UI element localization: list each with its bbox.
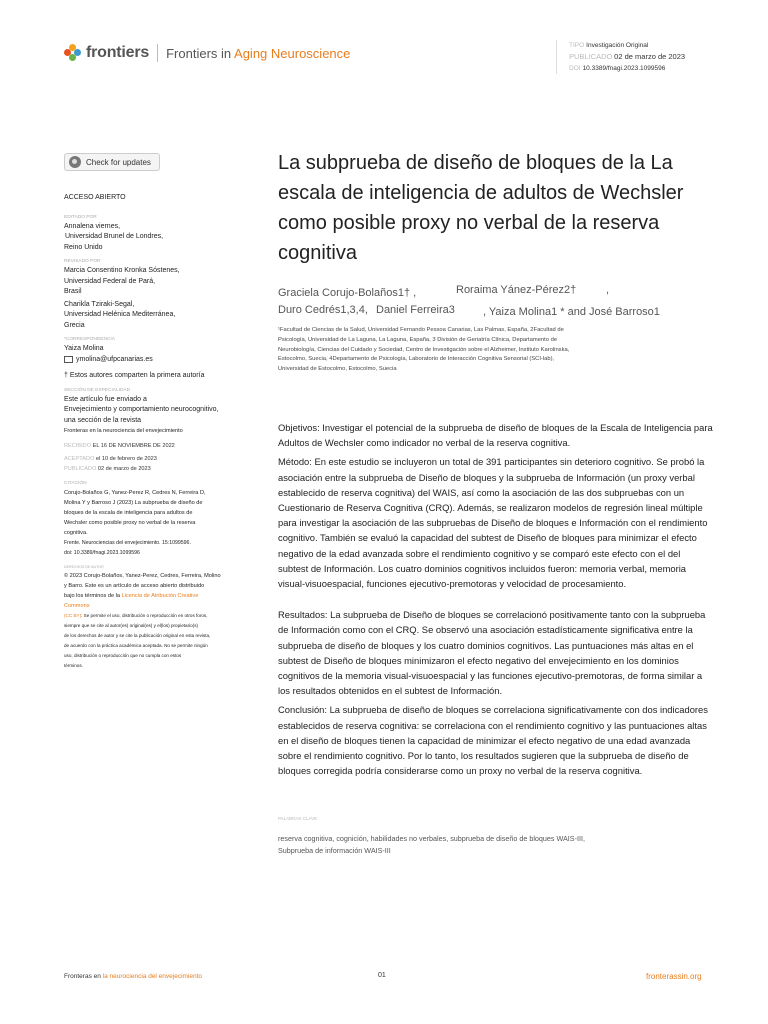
author-4[interactable]: Daniel Ferreira3 [376, 304, 455, 316]
correspondence-email[interactable]: ymolina@ufpcanarias.es [76, 355, 153, 363]
footer-journal: Fronteras en la neurociencia del envejecimiento [64, 973, 203, 980]
journal-logo[interactable] [64, 42, 350, 64]
author-1[interactable]: Graciela Corujo-Bolaños1† , [278, 287, 417, 299]
check-updates-icon [69, 156, 81, 168]
keywords-label: PALABRAS CLAVE [278, 816, 318, 821]
abstract-method: Método: En este estudio se incluyeron un total de 391 participantes sin deterioro cognitivo. Se probó la asociación entre la subprueba de Diseño de bloques y la subprueba de Información (un proxy verbal establecido de reserva cognitiva) del WAIS, así como la asociación de las dos subpruebas con un Cuestionario de Reserva Cognitiva (CRQ). Además, se realizaron modelos de regresión lineal múltiple para investigar la asociación de las subpruebas de Diseño de bloques e Información con el rendimiento cognitivo. También se evaluó la capacidad del subtest de Diseño de bloques para minimizar el efecto negativo de la edad avanzada sobre el rendimiento cognitivo y se comparó este efecto con el del subtest de Información. Los cuatro dominios cognitivos incluidos fueron: memoria verbal, memoria visual-visuoespacial, funciones ejecutivo-premotoras y velocidad de procesamiento. [278, 456, 708, 590]
affiliations: ¹Facultad de Ciencias de la Salud, Universidad Fernando Pessoa Canarias, Las Palmas, España, 2Facultad de Psicología, Universidad de La Laguna, La Laguna, España, 3 División de Geriatría Clínica, Departamento de Neurobiología, Ciencias del Cuidado y Sociedad, Centro de Investigación sobre el Alzheimer, Instituto Karolinska, Estocolmo, Suecia, 4Departamento de Psicología, Laboratorio de Interacción Cognitiva Sensorial (SCI-lab), Universidad de Estocolmo, Estocolmo, Suecia [278, 327, 570, 373]
open-access-label: ACCESO ABIERTO [64, 194, 126, 201]
copyright: DERECHOS DE AUTOR © 2023 Corujo-Bolaños, Yanez-Perez, Cedres, Ferreira, Molino y Barro. Este es un artículo de acceso abierto distribuido bajo los términos de la Licencia de Atribución Creative Commons (CC BY): Se permite el uso, distribución o reproducción en otros foros, siempre que se cite al autor(es) original(es) y el(los) propietario(s) de los derechos de autor y se cite la publicación original en esta revista, de acuerdo con la práctica académica aceptada. No se permite ningún uso, distribución o reproducción que no cumpla con estos términos. [64, 563, 264, 671]
keywords: reserva cognitiva, cognición, habilidades no verbales, subprueba de diseño de bloques WAIS-III, Subprueba de información WAIS-III [278, 834, 585, 855]
check-updates-label: Check for updates [86, 157, 151, 167]
edited-by: EDITADO POR Annalena viernes, Universidad Brunel de Londres, Reino Unido [64, 214, 164, 251]
logo-divider [157, 44, 158, 62]
journal-name: Frontiers in Aging Neuroscience [166, 45, 351, 61]
check-updates-button[interactable] [64, 153, 160, 171]
citation: CITACIÓN Corujo-Bolaños G, Yanez-Perez R, Cedres N, Ferreira D, Molina Y y Barroso J (2023) La subprueba de diseño de bloques de la escala de inteligencia para adultos de Wechsler como posible proxy no verbal de la reserva cognitiva. Frente. Neurociencias del envejecimiento. 15:1099596. doi: 10.3389/fnagi.2023.1099596 [64, 481, 206, 556]
license-link[interactable]: Licencia de Atribución Creative [121, 593, 199, 599]
shared-authorship-note: † Estos autores comparten la primera autoría [64, 372, 205, 379]
frontiers-logo-icon [64, 44, 82, 62]
author-5-6[interactable]: , Yaiza Molina1 * and José Barroso1 [483, 306, 660, 318]
reviewed-by: REVISADO POR Marcia Consentino Kronka Sóstenes, Universidad Federal de Pará, Brasil Charikla Tziraki-Segal, Universidad Helénica Mediterránea, Grecia [64, 259, 180, 329]
specialty-section: SECCIÓN DE ESPECIALIDAD Este artículo fue enviado a Envejecimiento y comportamiento neurocognitivo, una sección de la revista Fronteras en la neurociencia del envejecimiento [64, 387, 219, 434]
author-3[interactable]: Duro Cedrés1,3,4, [278, 304, 368, 316]
abstract-objectives: Objetivos: Investigar el potencial de la subprueba de diseño de bloques de la Escala de Inteligencia para Adultos de Wechsler como indicador no verbal de la reserva cognitiva. [278, 422, 713, 449]
article-meta: TIPO Investigación Original PUBLICADO 02 de marzo de 2023 DOI 10.3389/fnagi.2023.1099596 [556, 40, 685, 74]
footer-website-link[interactable]: fronterassin.org [646, 972, 702, 981]
article-title: La subprueba de diseño de bloques de la La escala de inteligencia de adultos de Wechsler como posible proxy no verbal de la reserva cognitiva [278, 152, 684, 264]
dates: RECIBIDO EL 16 DE NOVIEMBRE DE 2022 ACEPTADO el 10 de febrero de 2023 PUBLICADO 02 de marzo de 2023 [64, 443, 175, 472]
author-2[interactable]: Roraima Yánez-Pérez2† [456, 284, 577, 296]
correspondence: *CORRESPONDENCIA Yaiza Molina ymolina@ufpcanarias.es [64, 336, 264, 365]
sidebar [64, 193, 264, 676]
email-icon [64, 356, 73, 363]
page-number: 01 [378, 972, 386, 979]
author-separator: , [606, 284, 610, 296]
brand-name: frontiers [86, 44, 150, 61]
license-link-2[interactable]: Commons [64, 603, 90, 609]
abstract-results: Resultados: La subprueba de Diseño de bloques se correlacionó positivamente tanto con la subprueba de Información como con el CRQ. Se observó una asociación estadísticamente significativa entre la subprueba de diseño de bloques y los cuatro dominios cognitivos. Las puntuaciones más altas en el subtest de Diseño de bloques minimizaron el efecto negativo del envejecimiento en los dominios cognitivos de la memoria visual-visuoespacial y las funciones ejecutivo-premotoras, de forma similar a los resultados obtenidos en el subtest de Información. [278, 609, 706, 697]
abstract [278, 420, 713, 782]
abstract-conclusion: Conclusión: La subprueba de diseño de bloques se correlaciona significativamente con dos indicadores establecidos de reserva cognitiva: se correlaciona con el rendimiento cognitivo y las puntuaciones altas en el diseño de bloques tienen la capacidad de minimizar el efecto negativo de una edad avanzada sobre el rendimiento cognitivo. Por lo tanto, los resultados sugieren que la subprueba de diseño de bloques corregida podría considerarse como un proxy no verbal de la reserva cognitiva. [278, 704, 708, 777]
